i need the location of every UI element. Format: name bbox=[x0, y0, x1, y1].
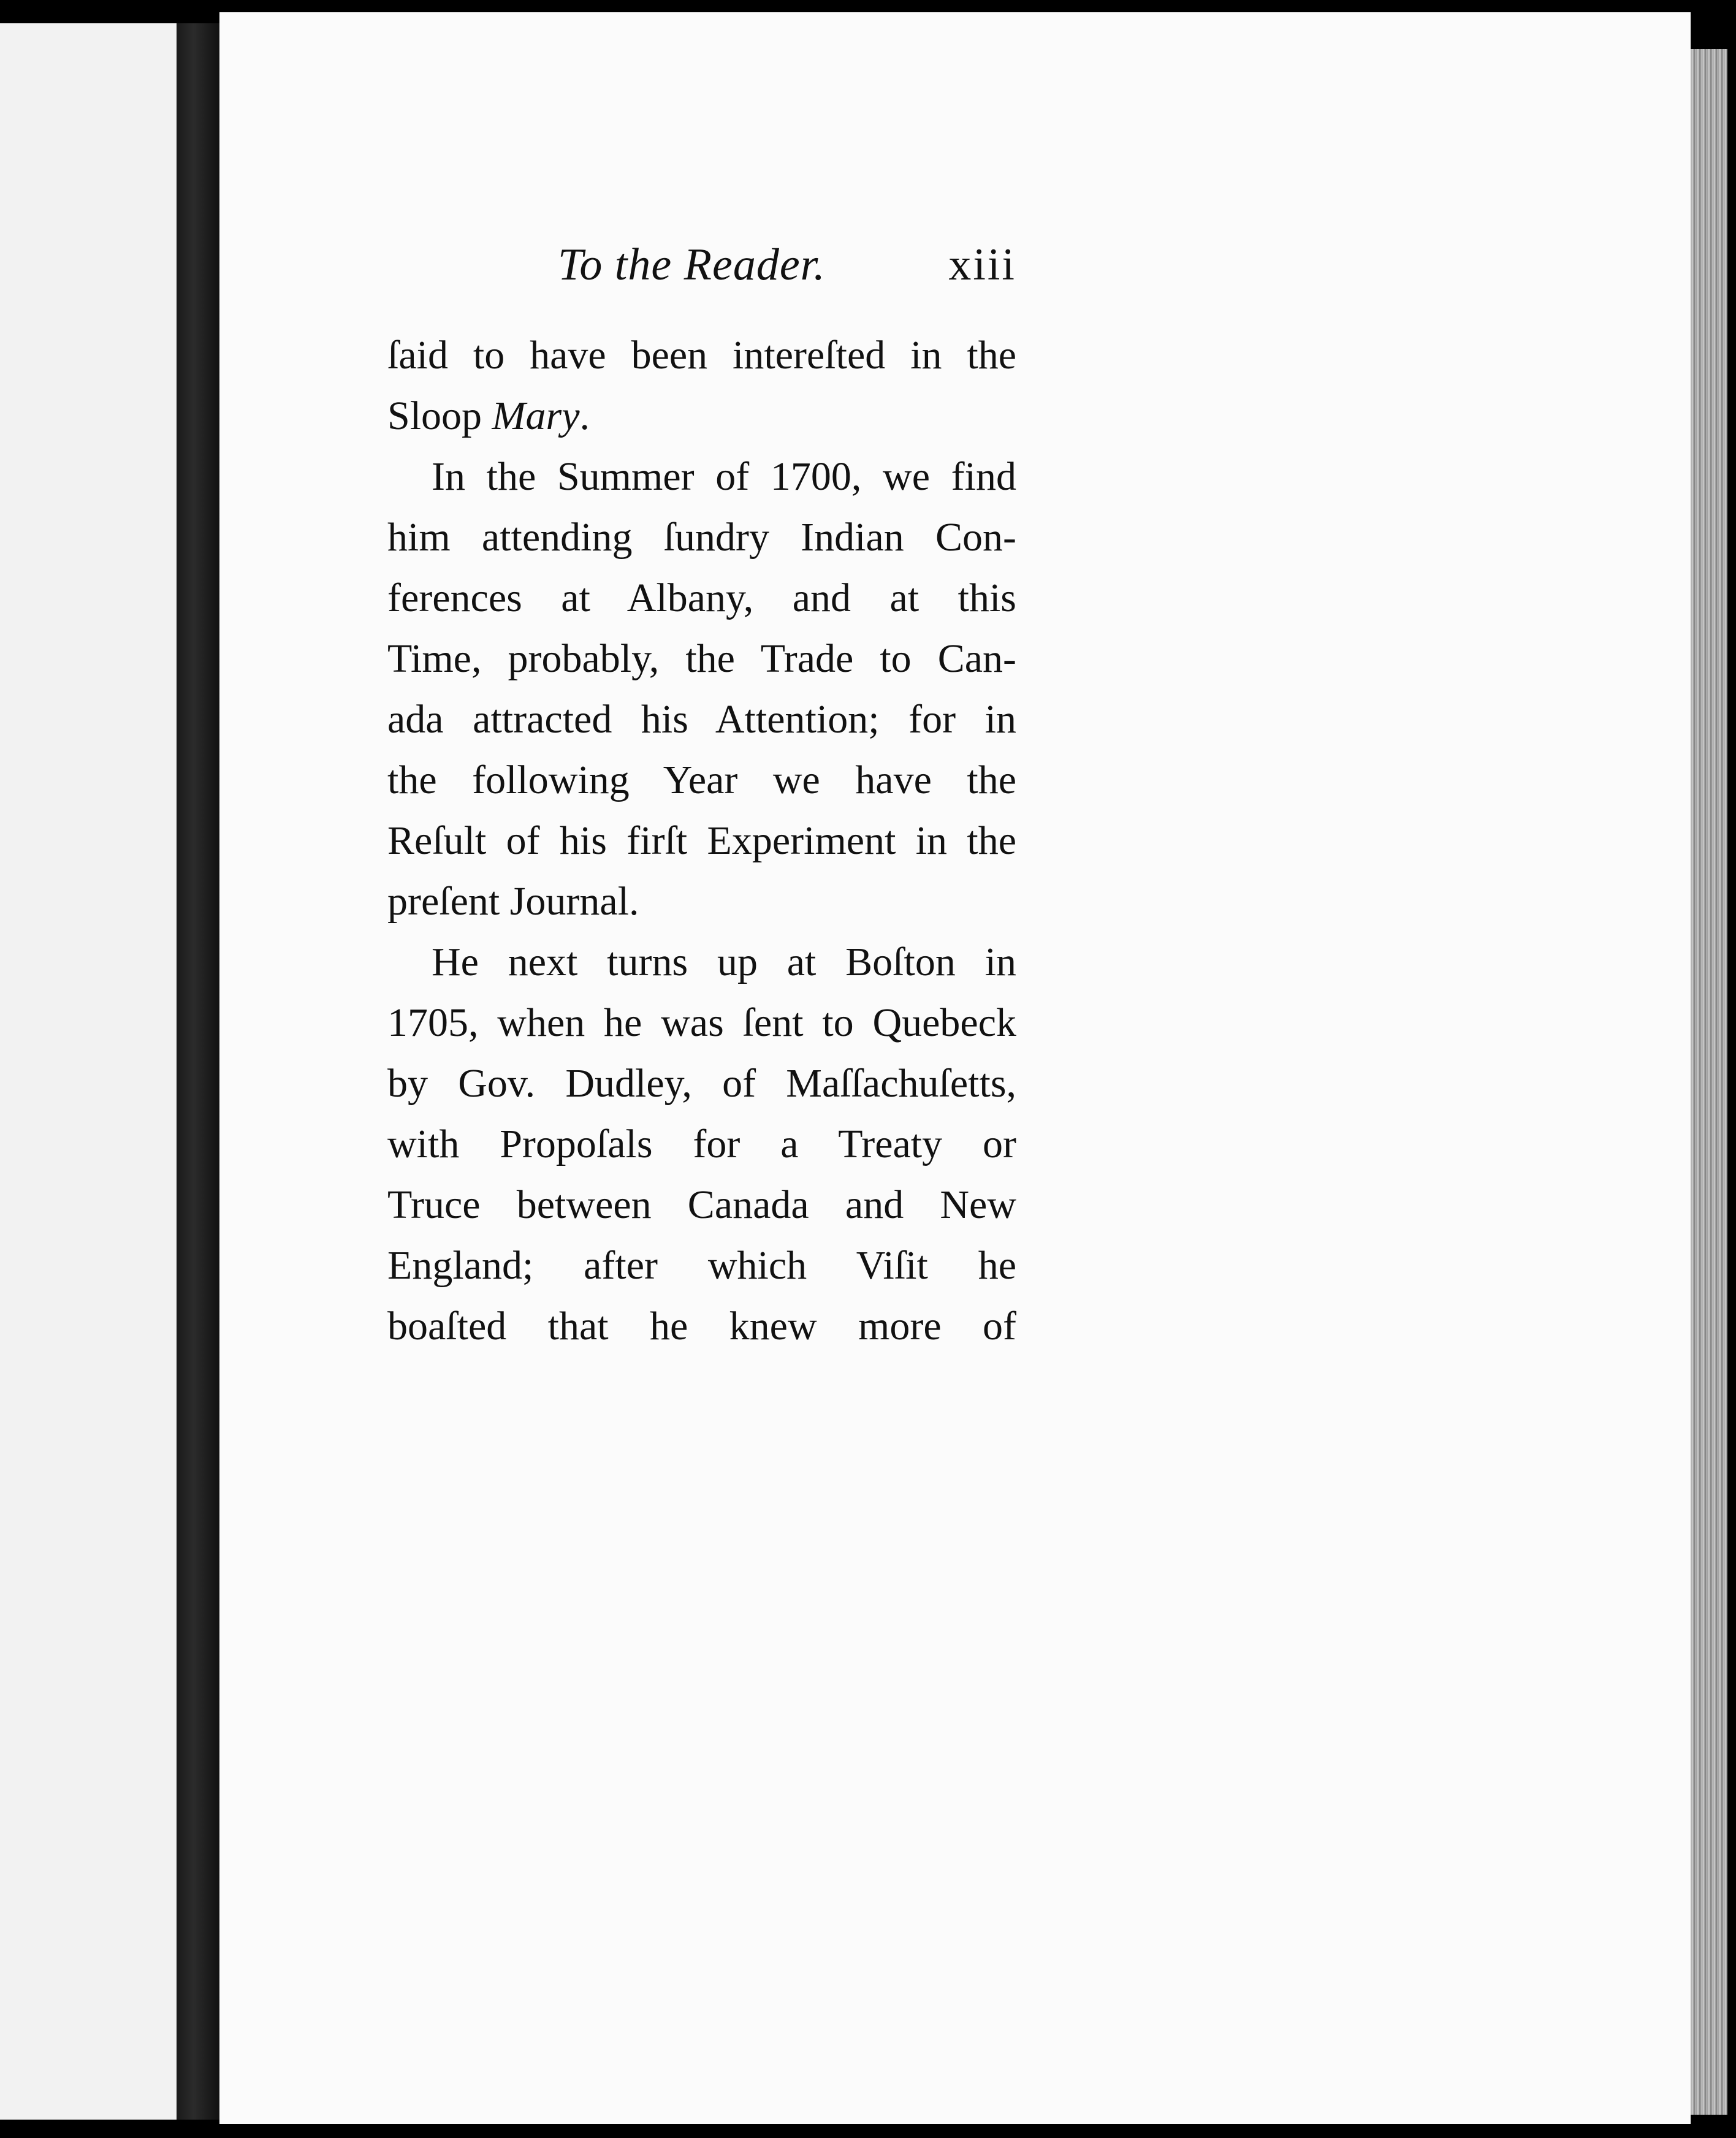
text-line: boaſted that he knew more of bbox=[387, 1304, 1016, 1349]
paragraph bbox=[387, 932, 1016, 1356]
running-head-title: To the Reader. bbox=[558, 240, 826, 290]
text-line-suffix: . bbox=[579, 394, 590, 438]
text-line: the following Year we have the bbox=[387, 758, 1016, 802]
book-gutter bbox=[177, 23, 219, 2120]
running-head bbox=[387, 233, 1016, 300]
text-line: preſent Journal. bbox=[387, 879, 639, 924]
text-line: ada attracted his Attention; for in bbox=[387, 697, 1016, 742]
text-line: ferences at Albany, and at this bbox=[387, 576, 1016, 620]
ship-name: Mary bbox=[492, 394, 580, 438]
page-fore-edge bbox=[1691, 49, 1727, 2115]
text-line: In the Summer of 1700, we find bbox=[432, 454, 1016, 499]
text-line: with Propoſals for a Treaty or bbox=[387, 1122, 1016, 1166]
text-line: ſaid to have been intereſted in the bbox=[387, 333, 1016, 378]
text-line: 1705, when he was ſent to Quebeck bbox=[387, 1000, 1016, 1045]
text-line: Time, probably, the Trade to Can- bbox=[387, 636, 1016, 681]
text-line: Reſult of his firſt Experiment in the bbox=[387, 818, 1016, 863]
body-text bbox=[387, 325, 1016, 1356]
page-number: xiii bbox=[948, 240, 1016, 290]
text-line: England; after which Viſit he bbox=[387, 1243, 1016, 1288]
text-line: him attending ſundry Indian Con- bbox=[387, 515, 1016, 560]
page-text-block bbox=[387, 233, 1016, 1356]
text-line-prefix: Sloop bbox=[387, 394, 492, 438]
paragraph bbox=[387, 446, 1016, 932]
text-line: He next turns up at Boſton in bbox=[432, 940, 1016, 984]
text-line: by Gov. Dudley, of Maſſachuſetts, bbox=[387, 1061, 1016, 1106]
text-line: Truce between Canada and New bbox=[387, 1182, 1016, 1227]
text-line bbox=[387, 386, 1016, 446]
facing-page-edge bbox=[0, 23, 177, 2120]
paragraph bbox=[387, 325, 1016, 446]
